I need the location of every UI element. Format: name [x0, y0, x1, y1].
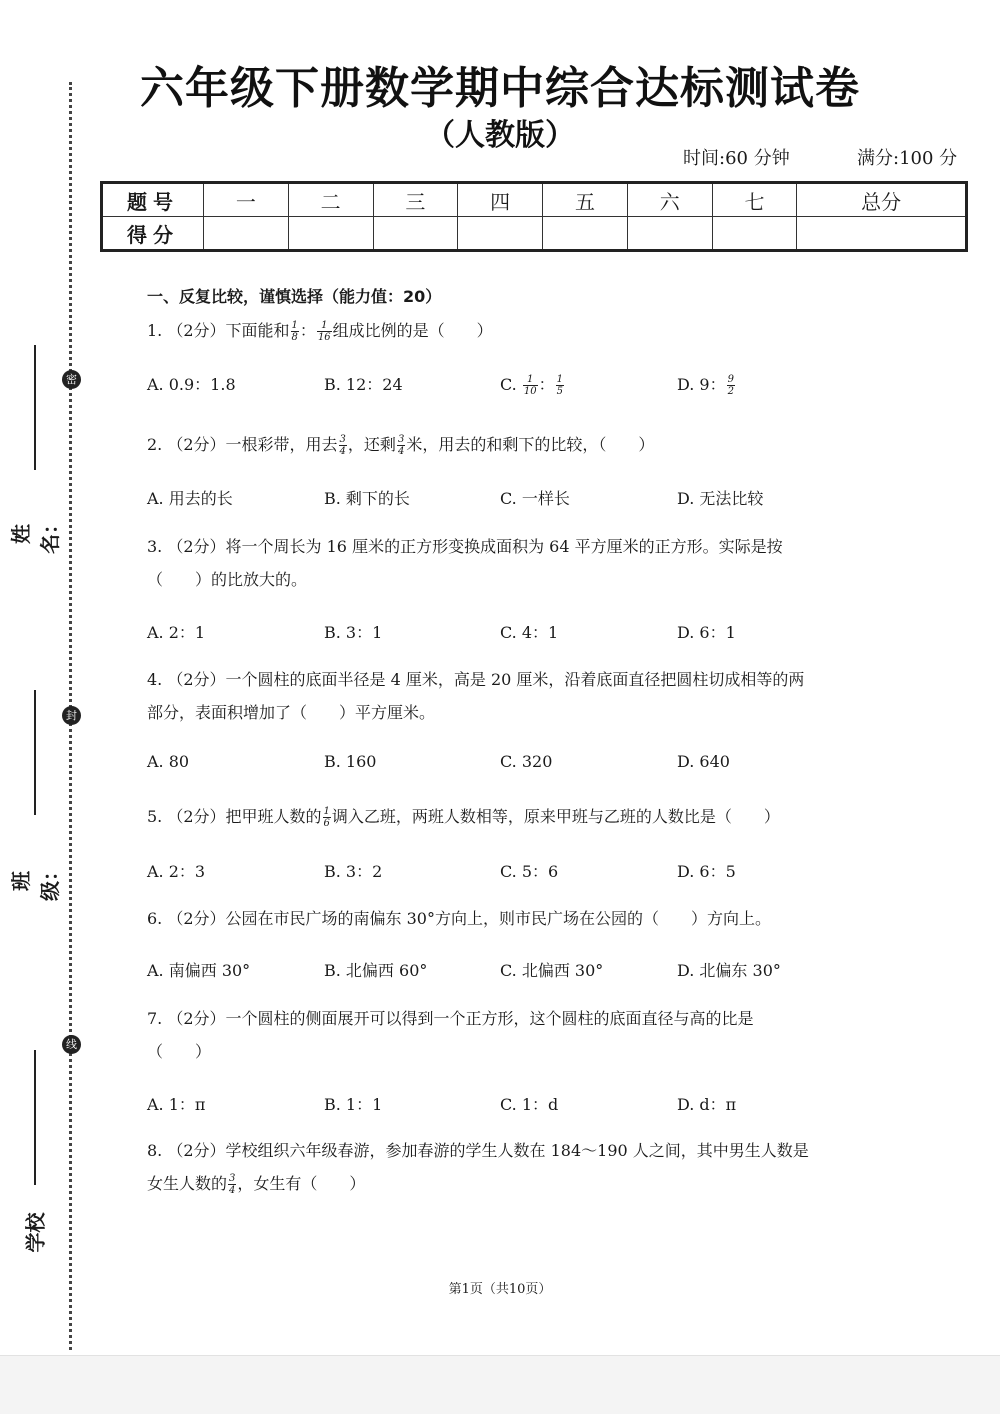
time-limit: 时间:60 分钟: [683, 148, 790, 169]
fraction: $\frac{1}{8}$: [291, 320, 298, 343]
score-col: 六: [627, 183, 712, 217]
option-d[interactable]: D. 6：5: [677, 862, 736, 881]
name-label: 姓名：: [9, 514, 62, 554]
question-text: 组成比例的是（ ）: [332, 321, 493, 340]
score-cell-total[interactable]: [797, 217, 967, 251]
question-7: 7. （2分）一个圆柱的侧面展开可以得到一个正方形，这个圆柱的底面直径与高的比是 （ ）: [147, 1009, 754, 1061]
option-c[interactable]: C. $\frac{1}{10}$ ： $\frac{1}{5}$: [500, 374, 563, 397]
option-b[interactable]: B. 1：1: [324, 1095, 383, 1114]
options-7: [147, 1092, 857, 1122]
question-5: 5. （2分）把甲班人数的 $\frac{1}{6}$ 调入乙班，两班人数相等，原来甲班与乙班的人数比是（ ）: [147, 806, 780, 829]
seal-mi: 密: [62, 370, 81, 389]
seal-feng: 封: [62, 706, 81, 725]
option-b[interactable]: B. 北偏西 60°: [324, 961, 428, 980]
fraction: $\frac{3}{4}$: [339, 434, 346, 457]
option-b[interactable]: B. 3：1: [324, 623, 383, 642]
option-b[interactable]: B. 160: [324, 752, 377, 771]
score-cell[interactable]: [288, 217, 373, 251]
score-table-head-number: 题号: [102, 183, 204, 217]
option-b[interactable]: B. 12：24: [324, 375, 403, 394]
options-6: [147, 958, 857, 988]
option-c[interactable]: C. 北偏西 30°: [500, 961, 604, 980]
options-4: [147, 752, 857, 782]
section-title: 一、反复比较，谨慎选择（能力值：20）: [147, 287, 442, 306]
option-c[interactable]: C. 一样长: [500, 489, 570, 508]
option-d[interactable]: D. 6：1: [677, 623, 736, 642]
option-a[interactable]: A. 南偏西 30°: [147, 961, 251, 980]
option-c[interactable]: C. 4：1: [500, 623, 559, 642]
page-title: 六年级下册数学期中综合达标测试卷: [140, 63, 860, 114]
fraction: $\frac{1}{6}$: [323, 806, 330, 829]
option-d[interactable]: D. d：π: [677, 1095, 737, 1114]
option-a[interactable]: A. 80: [147, 752, 190, 771]
option-b[interactable]: B. 3：2: [324, 862, 383, 881]
class-label: 班级：: [9, 861, 62, 901]
class-line: [34, 690, 36, 815]
options-5: [147, 859, 857, 889]
score-col: 二: [288, 183, 373, 217]
score-cell[interactable]: [373, 217, 458, 251]
question-4: 4. （2分）一个圆柱的底面半径是 4 厘米，高是 20 厘米，沿着底面直径把圆柱切成相等的两 部分，表面积增加了（ ）平方厘米。: [147, 670, 805, 722]
option-c[interactable]: C. 5：6: [500, 862, 559, 881]
score-col-total: 总分: [797, 183, 967, 217]
score-table-head-score: 得分: [102, 217, 204, 251]
score-col: 三: [373, 183, 458, 217]
options-2: [147, 486, 857, 516]
option-a[interactable]: A. 2：1: [147, 623, 206, 642]
option-c[interactable]: C. 1：d: [500, 1095, 559, 1114]
option-a[interactable]: A. 2：3: [147, 862, 206, 881]
option-d[interactable]: D. 640: [677, 752, 730, 771]
page-subtitle: （人教版）: [425, 118, 575, 153]
school-line: [34, 1050, 36, 1185]
options-1: [147, 372, 857, 402]
fraction: $\frac{1}{16}$: [317, 320, 331, 343]
score-cell[interactable]: [204, 217, 289, 251]
question-8: 8. （2分）学校组织六年级春游，参加春游的学生人数在 184～190 人之间，其中男生人数是 女生人数的 $\frac{3}{4}$ ，女生有（ ）: [147, 1141, 809, 1196]
option-d[interactable]: D. 北偏东 30°: [677, 961, 781, 980]
fraction: $\frac{3}{4}$: [397, 434, 405, 457]
score-col: 五: [543, 183, 628, 217]
seal-xian: 线: [62, 1035, 81, 1054]
question-text: ：: [299, 321, 316, 340]
question-1: [147, 314, 857, 347]
score-col: 七: [712, 183, 797, 217]
school-label: 学校: [23, 1212, 48, 1253]
option-b[interactable]: B. 剩下的长: [324, 489, 410, 508]
score-cell[interactable]: [458, 217, 543, 251]
option-d[interactable]: D. 9： $\frac{9}{2}$: [677, 374, 734, 397]
score-cell[interactable]: [627, 217, 712, 251]
score-cell[interactable]: [712, 217, 797, 251]
option-c[interactable]: C. 320: [500, 752, 553, 771]
score-col: 四: [458, 183, 543, 217]
options-3: [147, 620, 857, 650]
option-a[interactable]: A. 用去的长: [147, 489, 233, 508]
name-line: [34, 345, 36, 470]
fraction: $\frac{3}{4}$: [229, 1173, 236, 1196]
score-table-header-row: [102, 183, 967, 217]
question-6: 6. （2分）公园在市民广场的南偏东 30°方向上，则市民广场在公园的（ ）方向上。: [147, 909, 771, 928]
scan-bottom-margin: [0, 1355, 1000, 1414]
score-table-score-row: [102, 217, 967, 251]
option-d[interactable]: D. 无法比较: [677, 489, 764, 508]
question-3: 3. （2分）将一个周长为 16 厘米的正方形变换成面积为 64 平方厘米的正方形。实际是按 （ ）的比放大的。: [147, 537, 783, 589]
full-score: 满分:100 分: [857, 148, 958, 169]
question-text: 1. （2分）下面能和: [147, 321, 290, 340]
option-a[interactable]: A. 1：π: [147, 1095, 206, 1114]
score-col: 一: [204, 183, 289, 217]
score-table: [100, 181, 968, 252]
score-cell[interactable]: [543, 217, 628, 251]
page-footer: 第1页（共10页）: [448, 1282, 552, 1297]
option-a[interactable]: A. 0.9：1.8: [147, 375, 236, 394]
question-2: 2. （2分）一根彩带，用去 $\frac{3}{4}$ ，还剩 $\frac{3}{4}$ 米，用去的和剩下的比较，（ ）: [147, 434, 655, 457]
